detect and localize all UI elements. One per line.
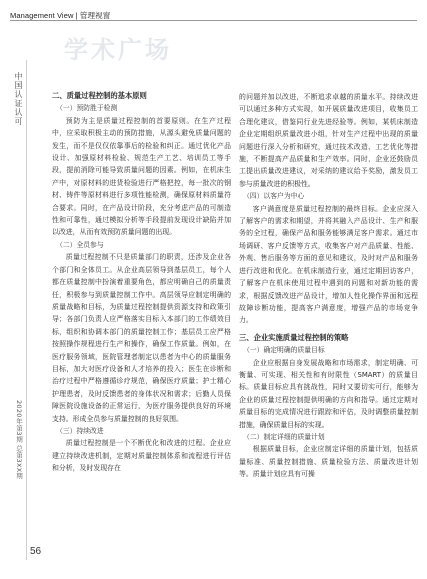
subsection-heading: （二）制定详细的质量计划: [243, 432, 325, 441]
subsection-heading: （三）持续改进: [56, 426, 104, 435]
body-paragraph: 客户满意度是质量过程控制的最终目标。企业应深入了解客户的需求和期望，并将其融入产品设计、生产和服务的全过程，确保产品和服务能够满足客户需求。通过市场调研、客户反馈等方式，收集客户对产品质量、性能、外观、售后服务等方面的意见和建议，及时对产品和服务进行改进和优化。在机床制造行业，通过定期回访客户，了解客户在机床使用过程中遇到的问题和对新功能的需求，根据反馈改进产品设计，增加人性化操作界面和远程故障诊断功能，提高客户满意度，增强产品的市场竞争力。: [239, 204, 418, 325]
subsection-heading: （一）预防胜于检测: [56, 104, 118, 113]
subsection-heading: （一）确定明确的质量目标: [243, 346, 325, 355]
body-paragraph: 质量过程控制是一个不断优化和改进的过程。企业应建立持续改进机制，定期对质量控制体系和流程进行评估和分析，及时发现存在: [52, 439, 231, 473]
body-paragraph: 根据质量目标，企业应制定详细的质量计划，包括质量标准、质量控制措施、质量检验方法、质量改进计划等。质量计划应具有可操: [239, 445, 418, 479]
section-label: Management View | 管理视窗: [10, 11, 111, 20]
body-paragraph: 预防为主是质量过程控制的首要原则。在生产过程中，应采取积极主动的预防措施，从源头避免质量问题的发生，而不是仅仅依靠事后的检验和纠正。通过优化产品设计、加强原材料检验、规范生产工艺、培训员工等手段，提前消除可能导致质量问题的因素。例如，在机床生产中，对原材料的进货检验进行严格把控，每一批次的钢材、铸件等原材料进行多项性能检测，确保原材料质量符合要求。同时，在产品设计阶段，充分考虑产品的可制造性和可靠性，通过模拟分析等手段提前发现设计缺陷并加以改进，从而有效预防质量问题的出现。: [52, 116, 231, 237]
section-heading: 二、质量过程控制的基本原则: [52, 91, 147, 100]
page-number: 56: [30, 546, 42, 557]
journal-name: 中国认证认可: [14, 72, 23, 126]
header-divider: [10, 20, 417, 21]
left-column: [52, 90, 231, 475]
subsection-heading: （二）全员参与: [56, 240, 104, 249]
right-column: [239, 91, 418, 481]
sidebar-divider: [26, 60, 27, 560]
header-watermark: 学术广场: [64, 36, 172, 64]
issue-label: 2020年第3期 总第3XX期: [15, 400, 23, 480]
body-paragraph: 企业应根据自身发展战略和市场需求，制定明确、可衡量、可实现、相关性和有时限性（SMART）的质量目标。质量目标应具有挑战性，同时又要切实可行，能够为企业的质量过程控制提供明确的方向和指导。通过定期对质量目标的完成情况进行跟踪和评估，及时调整质量控制措施，确保质量目标的实现。: [239, 358, 418, 429]
section-heading: 三、企业实施质量过程控制的策略: [239, 332, 349, 342]
body-paragraph: 质量过程控制不只是质量部门的职责，还涉及企业各个部门和全体员工。从企业高层领导到基层员工，每个人都在质量控制中扮演着重要角色，都应明确自己的质量责任，积极参与到质量控制工作中。高层领导应制定明确的质量战略和目标，为质量过程控制提供资源支持和政策引导；各部门负责人应严格落实目标入本部门的工作绩效目标，组织和协调本部门的质量控制工作；基层员工应严格按照操作规程进行生产和操作，确保工作质量。例如，在医疗服务领域，医院管理者制定以患者为中心的质量服务目标，加大对医疗设备和人才培养的投入；医生在诊断和治疗过程中严格遵循诊疗规范，确保医疗质量；护士精心护理患者，及时反馈患者的身体状况和需求；后勤人员保障医院设施设备的正常运行，为医疗服务提供良好的环境支持。形成全员参与质量控制的良好氛围。: [52, 253, 231, 423]
body-paragraph: 的问题并加以改进，不断追求卓越的质量水平。持续改进可以通过多种方式实现，如开展质量改进项目，收集员工合理化建议，借鉴同行业先进经验等。例如，某机床制造企业定期组织质量改进小组，针对生产过程中出现的质量问题进行深入分析和研究，通过技术改造、工艺优化等措施，不断提高产品质量和生产效率。同时，企业还鼓励员工提出质量改进建议，对采纳的建议给予奖励，激发员工参与质量改进的积极性。: [239, 93, 418, 188]
subsection-heading: （四）以客户为中心: [243, 192, 305, 201]
